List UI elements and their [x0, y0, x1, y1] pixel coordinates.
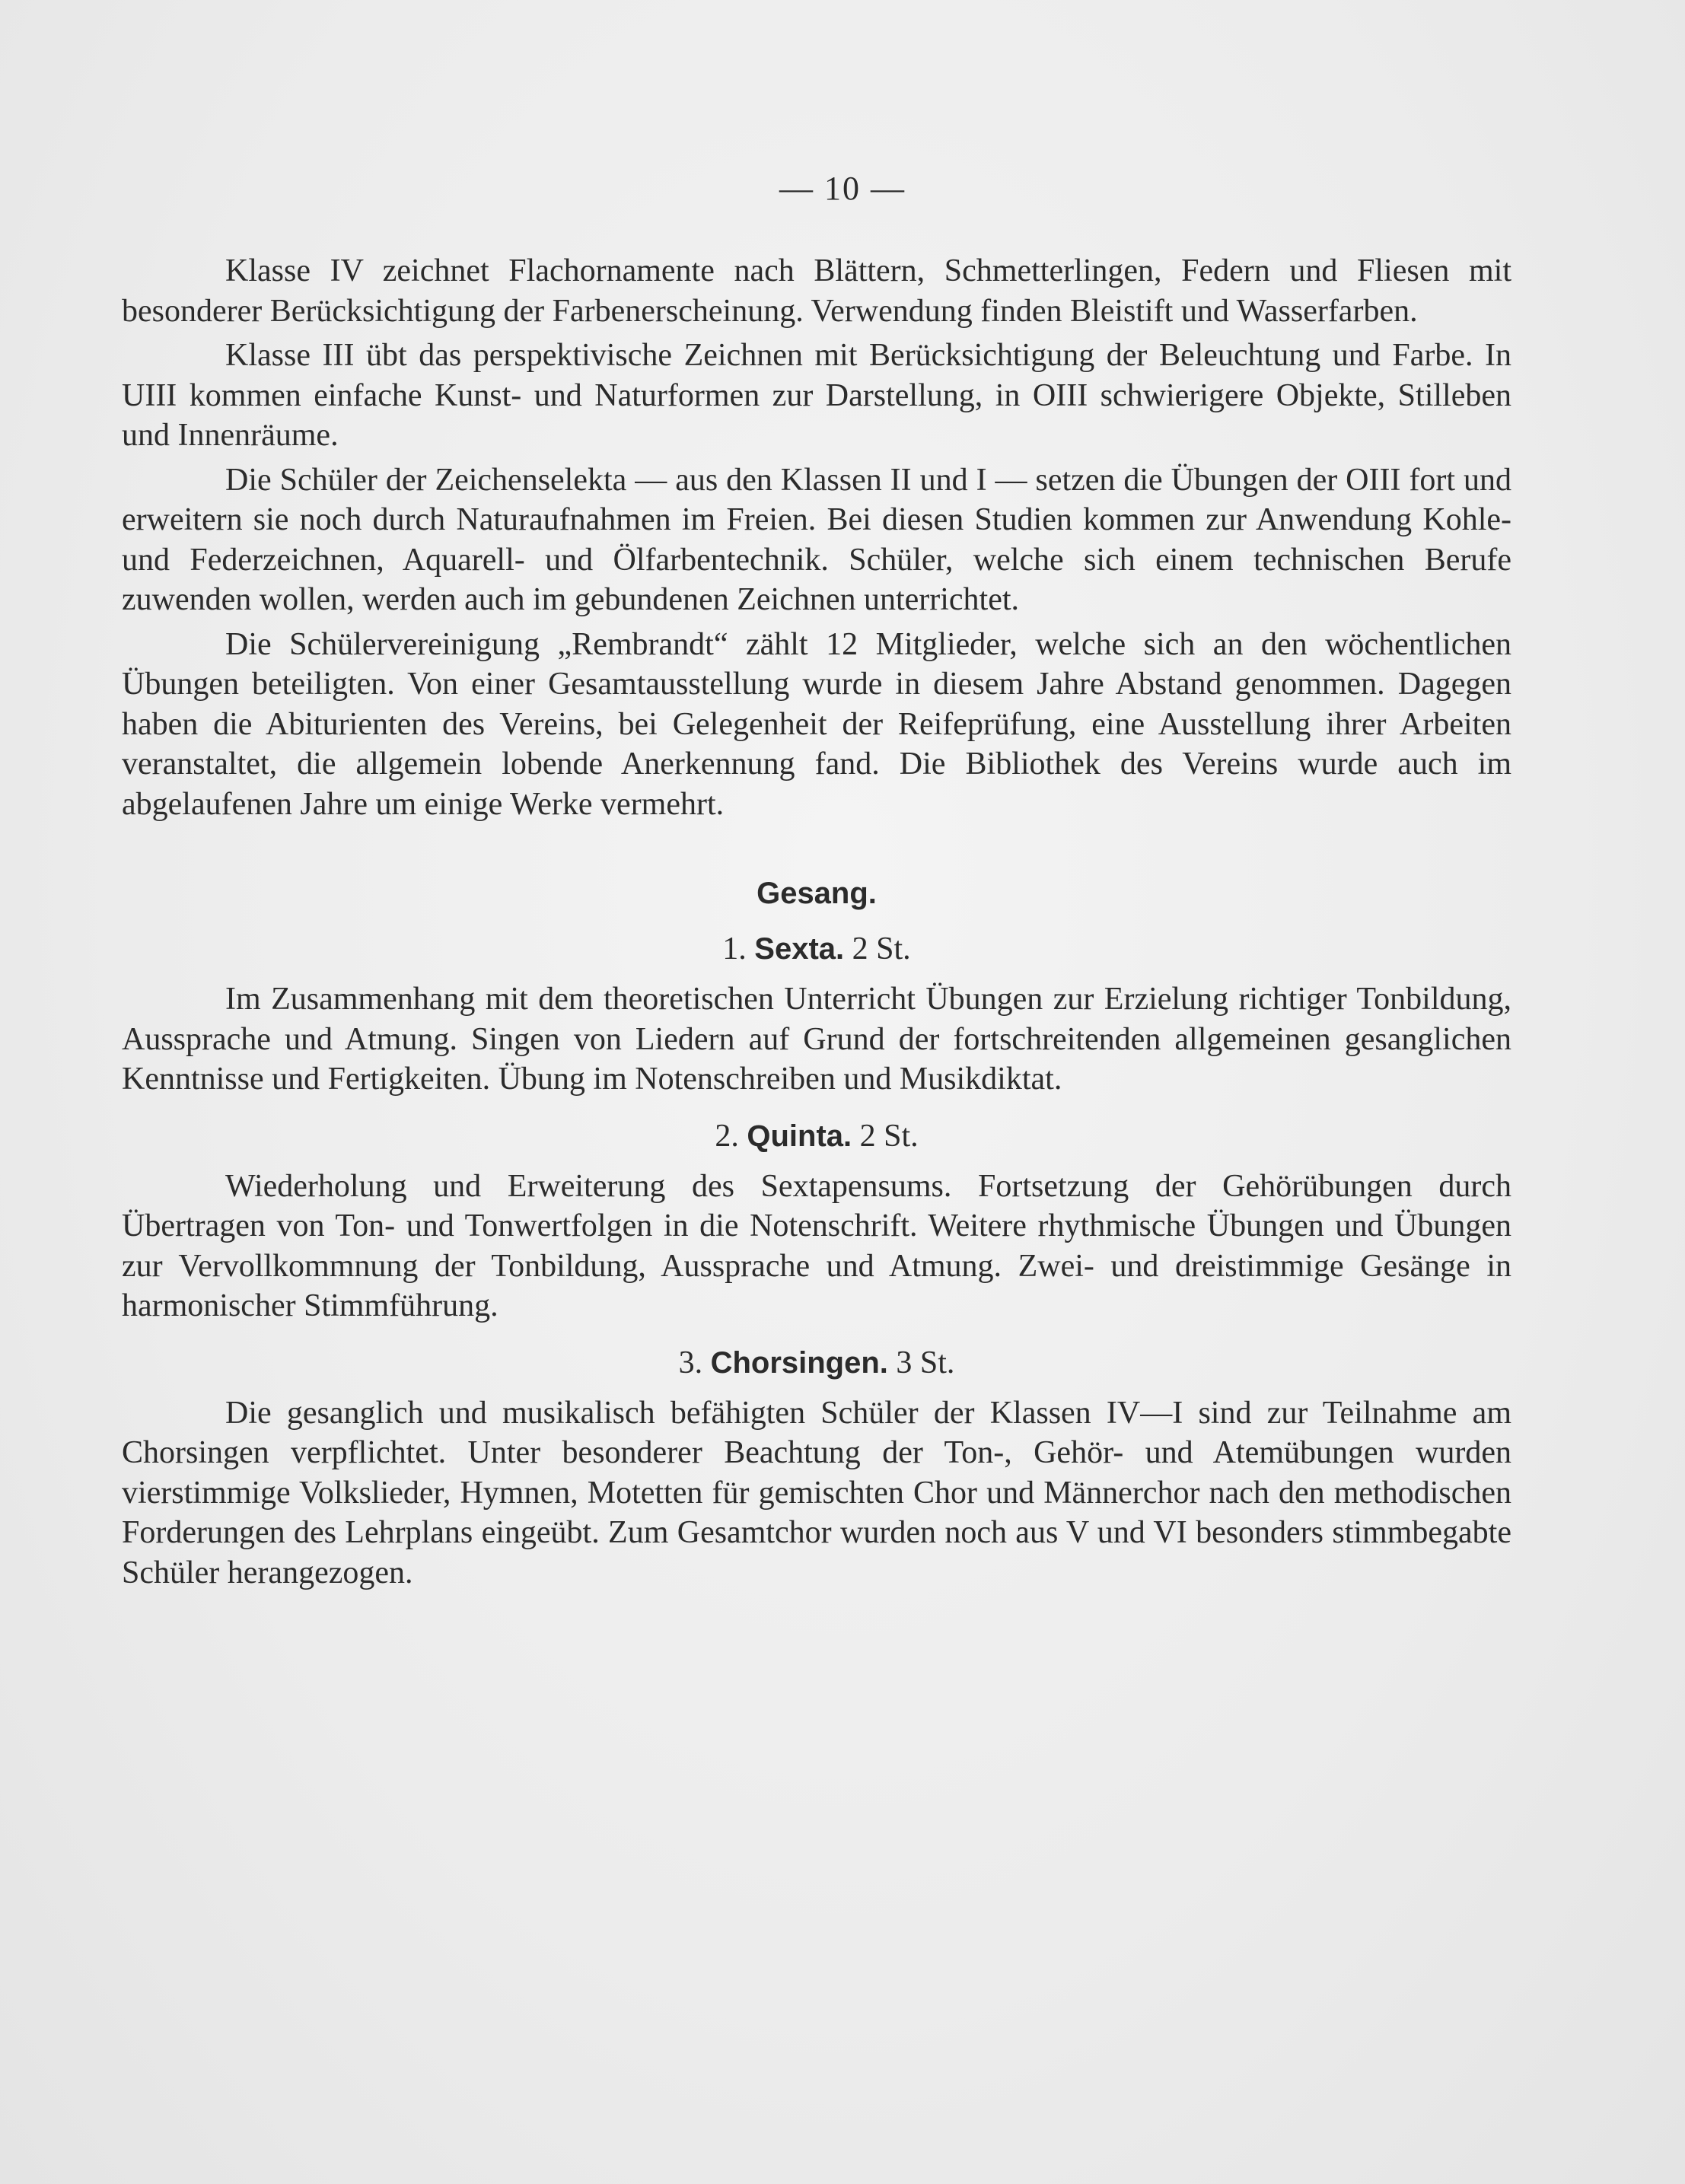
paragraph-quinta: Wiederholung und Erweiterung des Sextapensums. Fortsetzung der Gehörübungen durch Übertragen von Ton- und Tonwertfolgen in die Notenschrift. Weitere rhythmische Übungen und Übungen zur Vervollkommnung der Tonbildung, Aussprache und Atmung. Zwei- und dreistimmige Gesänge in harmonischer Stimmführung.: [122, 1168, 1511, 1323]
subheading-quinta: [122, 1116, 1511, 1156]
paragraph-chorsingen: Die gesanglich und musikalisch befähigten Schüler der Klassen IV—I sind zur Teilnahme am Chorsingen verpflichtet. Unter besonderer Beachtung der Ton-, Gehör- und Atemübungen wurden vierstimmige Volkslieder, Hymnen, Motetten für gemischten Chor und Männerchor nach den methodischen Forderungen des Lehrplans eingeübt. Zum Gesamtchor wurden noch aus V und VI besonders stimmbegabte Schüler herangezogen.: [122, 1395, 1511, 1590]
subheading-number: 1.: [722, 931, 747, 966]
subheading-number: 3.: [678, 1345, 703, 1380]
paragraph-sexta: Im Zusammenhang mit dem theoretischen Unterricht Übungen zur Erzielung richtiger Tonbildung, Aussprache und Atmung. Singen von Liedern auf Grund der fortschreitenden allgemeinen gesanglichen Kenntnisse und Fertigkeiten. Übung im Notenschreiben und Musikdiktat.: [122, 982, 1511, 1097]
subheading-hours: 2 St.: [859, 1118, 919, 1154]
subheading-hours: 2 St.: [852, 931, 911, 966]
paragraph-klasse-iv: Klasse IV zeichnet Flachornamente nach Blättern, Schmetterlingen, Federn und Fliesen mit besonderer Berücksichtigung der Farbenerscheinung. Verwendung finden Bleistift und Wasserfarben.: [122, 253, 1511, 329]
page-content: [122, 251, 1511, 1593]
subheading-name: Quinta.: [747, 1119, 852, 1153]
page-number: — 10 —: [779, 170, 906, 207]
paragraph-rembrandt: Die Schülervereinigung „Rembrandt“ zählt 12 Mitglieder, welche sich an den wöchentlichen Übungen beteiligten. Von einer Gesamtausstellung wurde in diesem Jahre Abstand genommen. Dagegen haben die Abiturienten des Vereins, bei Gelegenheit der Reifeprüfung, eine Ausstellung ihrer Arbeiten veranstaltet, die allgemein lobende Anerkennung fand. Die Bibliothek des Vereins wurde auch im abgelaufenen Jahre um einige Werke vermehrt.: [122, 626, 1511, 822]
paragraph-klasse-iii: Klasse III übt das perspektivische Zeichnen mit Berücksichtigung der Beleuchtung und Farbe. In UIII kommen einfache Kunst- und Naturformen zur Darstellung, in OIII schwierigere Objekte, Stilleben und Innenräume.: [122, 338, 1511, 453]
subheading-chorsingen: [122, 1343, 1511, 1383]
subheading-sexta: [122, 929, 1511, 969]
section-title-gesang: Gesang.: [756, 877, 877, 910]
subheading-name: Chorsingen.: [710, 1345, 888, 1380]
subheading-number: 2.: [715, 1118, 739, 1154]
paragraph-zeichenselekta: Die Schüler der Zeichenselekta — aus den Klassen II und I — setzen die Übungen der OIII fort und erweitern sie noch durch Naturaufnahmen im Freien. Bei diesen Studien kommen zur Anwendung Kohle- und Federzeichnen, Aquarell- und Ölfarbentechnik. Schüler, welche sich einem technischen Berufe zuwenden wollen, werden auch im gebundenen Zeichnen unterrichtet.: [122, 462, 1511, 617]
subheading-hours: 3 St.: [896, 1345, 955, 1380]
subheading-name: Sexta.: [754, 932, 845, 966]
